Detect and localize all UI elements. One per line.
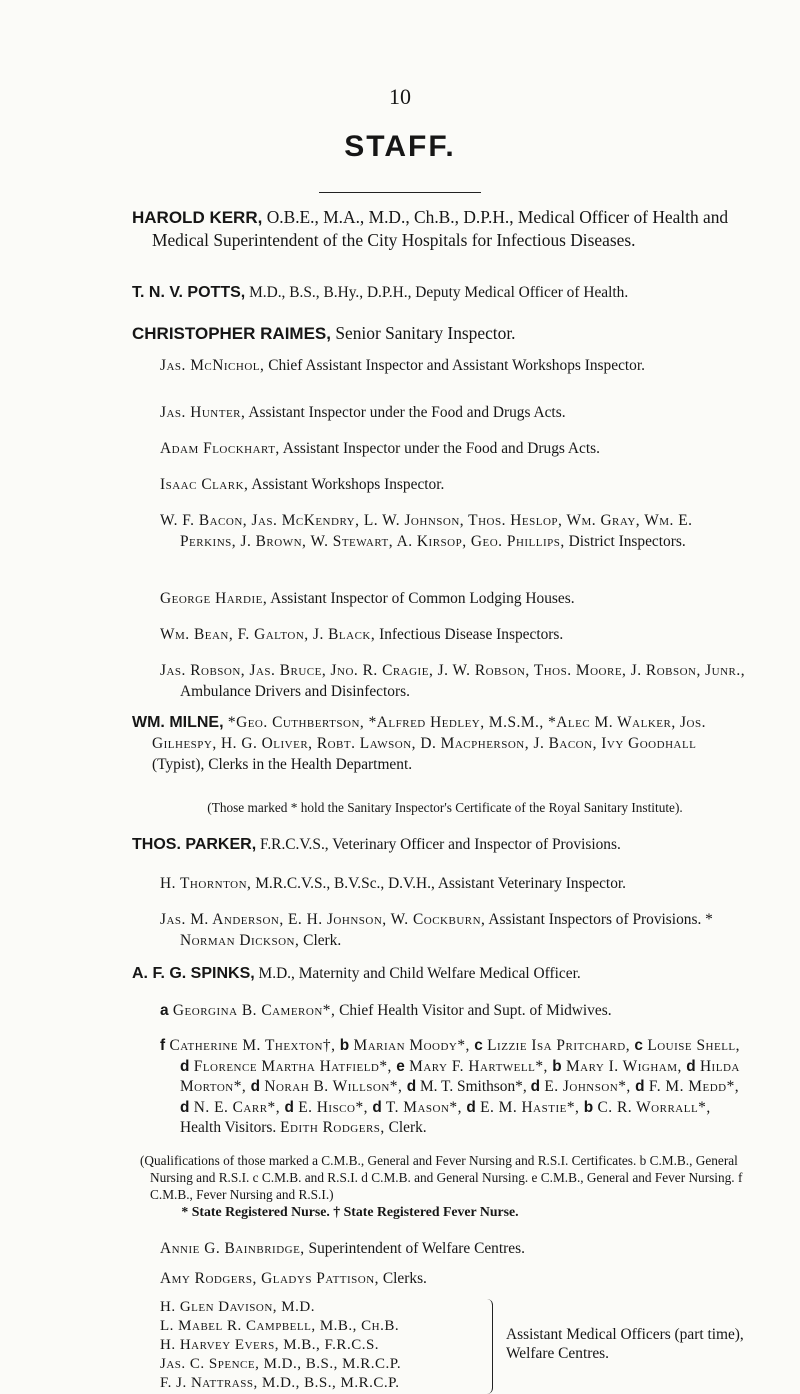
- staff-names: Jas. Robson, Jas. Bruce, Jno. R. Cragie, J. W. Robson, Thos. Moore, J. Robson, Junr.,: [160, 662, 746, 679]
- staff-role: Superintendent of Welfare Centres.: [304, 1240, 525, 1257]
- page-number: 10: [389, 84, 411, 109]
- visitor-name: Catherine M. Thexton†,: [165, 1037, 340, 1054]
- entry-cameron: [160, 1000, 750, 1021]
- entry-thornton: [160, 873, 750, 894]
- entry-spinks: [132, 963, 752, 984]
- staff-names: Amy Rodgers, Gladys Pattison,: [160, 1270, 380, 1287]
- staff-name: Jas. Hunter,: [160, 404, 246, 421]
- staff-name: George Hardie,: [160, 590, 268, 607]
- page-title: STAFF.: [344, 130, 456, 163]
- visitor-name: E. Johnson*,: [539, 1078, 636, 1095]
- assistant-officer: L. Mabel R. Campbell, M.B., Ch.B.: [160, 1318, 400, 1334]
- qualification-mark: b: [583, 1098, 594, 1116]
- visitor-name: Mary I. Wigham,: [561, 1057, 687, 1075]
- qualification-mark: c: [634, 1037, 643, 1054]
- assistant-medical-officers-list: [160, 1298, 490, 1393]
- entry-welfare-clerks: [160, 1268, 750, 1289]
- staff-role: (Typist), Clerks in the Health Department.: [152, 756, 413, 773]
- staff-role: O.B.E., M.A., M.D., Ch.B., D.P.H., Medical Officer of Health and Medical Superintendent of the City Hospitals for Infectious Diseases.: [152, 207, 729, 250]
- staff-name: Adam Flockhart,: [160, 440, 280, 457]
- qualification-mark: a: [160, 1002, 169, 1019]
- staff-role: Assistant Inspector under the Food and Drugs Acts.: [245, 404, 566, 421]
- visitor-name: Lizzie Isa Pritchard,: [482, 1037, 635, 1054]
- staff-name: CHRISTOPHER RAIMES,: [132, 324, 331, 343]
- staff-name: A. F. G. SPINKS,: [132, 965, 255, 982]
- qualification-mark: d: [406, 1078, 417, 1095]
- visitor-name: T. Mason*,: [381, 1098, 467, 1116]
- qualification-mark: b: [339, 1037, 350, 1054]
- state-registered-note: * State Registered Nurse. † State Registered Fever Nurse.: [181, 1204, 519, 1219]
- staff-names: Wm. Bean, F. Galton, J. Black,: [160, 626, 376, 643]
- qualification-mark: d: [180, 1057, 190, 1075]
- assistant-officer: H. Glen Davison, M.D.: [160, 1299, 315, 1315]
- entry-hardie: [160, 588, 750, 609]
- assistant-officer: Jas. C. Spence, M.D., B.S., M.R.C.P.: [160, 1356, 402, 1372]
- qualification-mark: d: [530, 1078, 540, 1095]
- qualification-mark: d: [180, 1098, 190, 1116]
- staff-role: F.R.C.V.S., Veterinary Officer and Inspector of Provisions.: [256, 836, 621, 853]
- qualification-mark: b: [552, 1057, 562, 1075]
- entry-hunter: [160, 402, 750, 423]
- entry-clark: [160, 474, 750, 495]
- staff-role: Assistant Inspector under the Food and Drugs Acts.: [279, 440, 600, 457]
- clerk-role: Clerk.: [299, 932, 342, 949]
- assistant-officer: F. J. Nattrass, M.D., B.S., M.R.C.P.: [160, 1375, 400, 1391]
- visitor-name: Mary F. Hartwell*,: [404, 1057, 553, 1075]
- entry-potts: [132, 282, 752, 303]
- staff-role: Assistant Inspectors of Provisions.: [485, 911, 706, 928]
- entry-milne: [132, 712, 750, 775]
- visitor-name: E. M. Hastie*,: [475, 1098, 584, 1116]
- staff-names: *Geo. Cuthbertson, *Alfred Hedley, M.S.M., *Alec M. Walker, Jos. Gilhespy, H. G. Oliver, Robt. Lawson, D. Macpherson, J. Bacon, Ivy Goodhall: [152, 714, 706, 752]
- staff-name: Georgina B. Cameron*,: [168, 1002, 336, 1019]
- staff-name: THOS. PARKER,: [132, 836, 257, 853]
- staff-role: Senior Sanitary Inspector.: [331, 323, 516, 343]
- visitor-name: C. R. Worrall*,: [593, 1098, 711, 1116]
- staff-role: District Inspectors.: [564, 533, 686, 550]
- entry-flockhart: [160, 438, 750, 459]
- assistant-officer: H. Harvey Evers, M.B., F.R.C.S.: [160, 1337, 380, 1353]
- staff-role: Health Visitors.: [180, 1119, 281, 1136]
- qualification-mark: d: [686, 1057, 696, 1075]
- entry-ambulance-drivers: [160, 660, 750, 702]
- staff-role: Infectious Disease Inspectors.: [375, 626, 564, 643]
- staff-role: M.R.C.V.S., B.V.Sc., D.V.H., Assistant Veterinary Inspector.: [251, 875, 627, 892]
- visitor-name: Marian Moody*,: [349, 1037, 475, 1054]
- staff-role: Chief Assistant Inspector and Assistant Workshops Inspector.: [264, 357, 645, 374]
- entry-infectious-inspectors: [160, 624, 750, 645]
- clerk-name: * Norman Dickson,: [180, 911, 714, 949]
- qualifications-note: (Qualifications of those marked a C.M.B., General and Fever Nursing and R.S.I. Certificates. b C.M.B., General Nursing and R.S.I. c C.M.B. and R.S.I. d C.M.B. and General Nursing. e C.M.B., General and Fever Nursing. f C.M.B., Fever Nursing and R.S.I.): [140, 1153, 743, 1202]
- qualification-mark: c: [474, 1037, 483, 1054]
- staff-role: Assistant Workshops Inspector.: [248, 476, 445, 493]
- qualification-mark: d: [372, 1098, 382, 1116]
- visitor-name: Florence Martha Hatfield*,: [189, 1057, 397, 1075]
- grouping-brace: [482, 1299, 493, 1394]
- staff-name: Annie G. Bainbridge,: [160, 1240, 305, 1257]
- entry-raimes: [132, 322, 747, 345]
- visitor-name: M. T. Smithson*,: [416, 1078, 531, 1095]
- qualification-mark: e: [396, 1057, 405, 1075]
- qualification-mark: d: [635, 1078, 645, 1095]
- visitor-name: Hilda Morton*,: [180, 1057, 740, 1095]
- staff-name: H. Thornton,: [160, 875, 252, 892]
- staff-role: M.D., Maternity and Child Welfare Medical Officer.: [254, 965, 581, 982]
- qualification-mark: d: [250, 1078, 261, 1095]
- staff-role: Assistant Inspector of Common Lodging Houses.: [267, 590, 575, 607]
- title-rule: [319, 192, 481, 193]
- staff-name: T. N. V. POTTS,: [132, 284, 246, 301]
- staff-role: M.D., B.S., B.Hy., D.P.H., Deputy Medical Officer of Health.: [245, 284, 629, 301]
- entry-district-inspectors: [160, 510, 750, 552]
- clerk-name: Edith Rodgers,: [280, 1119, 385, 1136]
- clerk-role: Clerk.: [384, 1119, 427, 1136]
- staff-role: Chief Health Visitor and Supt. of Midwives.: [335, 1002, 612, 1019]
- qualification-mark: f: [160, 1037, 166, 1054]
- visitor-name: E. Hisco*,: [293, 1098, 373, 1116]
- assistant-officers-role: Assistant Medical Officers (part time), Welfare Centres.: [506, 1326, 744, 1362]
- entry-provisions-inspectors: [160, 909, 750, 951]
- staff-name: Jas. McNichol,: [160, 357, 265, 374]
- visitor-name: Norah B. Willson*,: [260, 1078, 407, 1095]
- staff-role: Ambulance Drivers and Disinfectors.: [180, 683, 410, 700]
- staff-names: Jas. M. Anderson, E. H. Johnson, W. Cockburn,: [160, 911, 486, 928]
- entry-health-visitors: [160, 1036, 750, 1139]
- staff-name: WM. MILNE,: [132, 714, 224, 731]
- qualification-mark: d: [466, 1098, 476, 1116]
- certificate-note: (Those marked * hold the Sanitary Inspector's Certificate of the Royal Sanitary Institute).: [207, 800, 683, 815]
- visitor-name: N. E. Carr*,: [189, 1098, 285, 1116]
- entry-bainbridge: [160, 1238, 750, 1259]
- visitor-name: Louise Shell,: [642, 1037, 740, 1054]
- staff-role: Clerks.: [379, 1270, 427, 1287]
- qualification-mark: d: [284, 1098, 294, 1116]
- entry-parker: [132, 834, 752, 855]
- staff-name: HAROLD KERR,: [132, 208, 263, 227]
- staff-name: Isaac Clark,: [160, 476, 249, 493]
- visitor-name: F. M. Medd*,: [644, 1078, 740, 1095]
- staff-names: W. F. Bacon, Jas. McKendry, L. W. Johnson, Thos. Heslop, Wm. Gray, Wm. E. Perkins, J. Brown, W. Stewart, A. Kirsop, Geo. Phillips,: [160, 512, 693, 550]
- entry-mcnichol: [160, 355, 750, 376]
- entry-kerr: [132, 206, 747, 252]
